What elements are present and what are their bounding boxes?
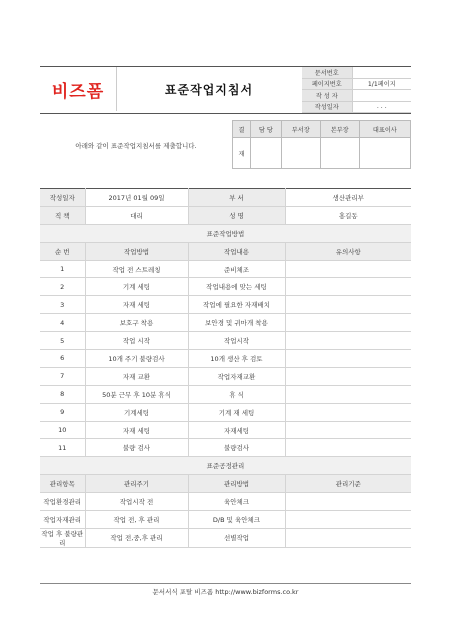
meta-label: 문서번호 xyxy=(302,67,352,78)
step-number: 4 xyxy=(40,314,85,332)
step-content: 작업자재교환 xyxy=(188,367,285,385)
column-header: 관리기준 xyxy=(285,475,411,493)
column-header: 관리항목 xyxy=(40,475,85,493)
process-cycle: 작업 전, 후 관리 xyxy=(85,511,188,529)
table-row xyxy=(40,385,411,403)
meta-row xyxy=(302,101,411,113)
dept-label: 부 서 xyxy=(188,189,285,207)
column-header: 작업내용 xyxy=(188,242,285,260)
step-note xyxy=(285,332,411,350)
approval-side-bottom: 재 xyxy=(233,138,251,169)
step-number: 1 xyxy=(40,260,85,278)
name-value: 홍길동 xyxy=(285,206,411,224)
step-method: 자재 세팅 xyxy=(85,421,188,439)
table-row xyxy=(40,278,411,296)
brand-logo xyxy=(40,67,117,111)
step-number: 2 xyxy=(40,278,85,296)
step-note xyxy=(285,403,411,421)
table-row xyxy=(40,332,411,350)
table-row xyxy=(40,296,411,314)
process-cycle: 작업시작 전 xyxy=(85,493,188,511)
step-number: 10 xyxy=(40,421,85,439)
info-row xyxy=(40,189,411,207)
step-method: 기계 세팅 xyxy=(85,278,188,296)
table-row xyxy=(40,528,411,547)
document-title: 표준작업지침서 xyxy=(164,82,254,97)
step-note xyxy=(285,260,411,278)
meta-label: 작성일자 xyxy=(302,101,352,113)
step-note xyxy=(285,439,411,457)
meta-row xyxy=(302,78,411,90)
step-note xyxy=(285,278,411,296)
method-header-row xyxy=(40,242,411,260)
column-header: 순 번 xyxy=(40,242,85,260)
process-way: D/B 및 육안체크 xyxy=(188,511,285,529)
step-note xyxy=(285,296,411,314)
meta-row xyxy=(302,90,411,102)
process-way: 육안체크 xyxy=(188,493,285,511)
process-item: 작업자재관리 xyxy=(40,511,85,529)
signature-box[interactable] xyxy=(359,138,410,169)
process-standard xyxy=(285,528,411,547)
footer-rule xyxy=(40,583,411,584)
process-standard xyxy=(285,511,411,529)
signature-box[interactable] xyxy=(281,138,320,169)
rank-label: 직 책 xyxy=(40,206,85,224)
table-row xyxy=(40,439,411,457)
step-method: 10개 주기 불량검사 xyxy=(85,350,188,368)
step-content: 10개 생산 후 검토 xyxy=(188,350,285,368)
step-method: 50분 근무 후 10분 휴식 xyxy=(85,385,188,403)
method-section-title: 표준작업방법 xyxy=(40,224,411,242)
meta-value: 1/1페이지 xyxy=(352,78,411,90)
process-header-row xyxy=(40,475,411,493)
info-row xyxy=(40,206,411,224)
table-row xyxy=(40,421,411,439)
step-method: 기계세팅 xyxy=(85,403,188,421)
table-row xyxy=(40,493,411,511)
approval-header: 부서장 xyxy=(281,121,320,138)
table-row xyxy=(40,367,411,385)
step-content: 불량검사 xyxy=(188,439,285,457)
name-label: 성 명 xyxy=(188,206,285,224)
step-note xyxy=(285,350,411,368)
signature-box[interactable] xyxy=(251,138,282,169)
step-number: 6 xyxy=(40,350,85,368)
process-item: 작업환경관리 xyxy=(40,493,85,511)
table-row xyxy=(40,260,411,278)
meta-value xyxy=(352,67,411,78)
meta-value: . . . xyxy=(352,101,411,113)
process-cycle: 작업 전,중,후 관리 xyxy=(85,528,188,547)
step-note xyxy=(285,314,411,332)
brand-text: 비즈폼 xyxy=(51,81,105,102)
step-method: 작업 전 스트레칭 xyxy=(85,260,188,278)
step-note xyxy=(285,421,411,439)
dept-value: 생산관리부 xyxy=(285,189,411,207)
table-row xyxy=(40,350,411,368)
table-row xyxy=(40,403,411,421)
step-number: 7 xyxy=(40,367,85,385)
process-item: 작업 후 불량관리 xyxy=(41,529,84,547)
step-number: 5 xyxy=(40,332,85,350)
approval-header: 본부장 xyxy=(320,121,359,138)
step-content: 기계 재 세팅 xyxy=(188,403,285,421)
step-content: 작업에 필요한 자재배치 xyxy=(188,296,285,314)
column-header: 유의사항 xyxy=(285,242,411,260)
step-content: 휴 식 xyxy=(188,385,285,403)
column-header: 관리주기 xyxy=(85,475,188,493)
step-method: 보호구 착용 xyxy=(85,314,188,332)
table-row xyxy=(40,314,411,332)
meta-row xyxy=(302,67,411,78)
process-way: 선별작업 xyxy=(188,528,285,547)
step-method: 작업 시작 xyxy=(85,332,188,350)
step-note xyxy=(285,367,411,385)
step-number: 11 xyxy=(40,439,85,457)
process-section-title: 표준공정관리 xyxy=(40,457,411,475)
approval-side-top: 결 xyxy=(233,121,251,138)
step-number: 3 xyxy=(40,296,85,314)
process-standard xyxy=(285,493,411,511)
step-method: 자재 세팅 xyxy=(85,296,188,314)
meta-value xyxy=(352,90,411,102)
step-content: 준비체조 xyxy=(188,260,285,278)
submit-statement: 아래와 같이 표준작업지침서를 제출합니다. xyxy=(75,141,197,150)
step-content: 자재세팅 xyxy=(188,421,285,439)
step-number: 9 xyxy=(40,403,85,421)
approval-table xyxy=(232,120,411,169)
meta-label: 페이지번호 xyxy=(302,78,352,90)
rank-value: 대리 xyxy=(85,206,188,224)
column-header: 작업방법 xyxy=(85,242,188,260)
step-content: 작업내용에 맞는 세팅 xyxy=(188,278,285,296)
step-content: 작업시작 xyxy=(188,332,285,350)
column-header: 관리방법 xyxy=(188,475,285,493)
date-value: 2017년 01월 09일 xyxy=(85,189,188,207)
step-method: 불량 검사 xyxy=(85,439,188,457)
signature-box[interactable] xyxy=(320,138,359,169)
step-content: 보안경 및 귀마개 착용 xyxy=(188,314,285,332)
table-row xyxy=(40,511,411,529)
footer-text: 문서서식 포탈 비즈폼 http://www.bizforms.co.kr xyxy=(152,588,299,596)
approval-header: 대표이사 xyxy=(359,121,410,138)
step-method: 자재 교환 xyxy=(85,367,188,385)
date-label: 작성일자 xyxy=(40,189,85,207)
work-instruction-table xyxy=(40,188,411,548)
meta-label: 작 성 자 xyxy=(302,90,352,102)
document-meta-table xyxy=(302,67,411,113)
step-note xyxy=(285,385,411,403)
step-number: 8 xyxy=(40,385,85,403)
approval-header: 담 당 xyxy=(251,121,282,138)
submit-top-rule xyxy=(40,113,411,114)
